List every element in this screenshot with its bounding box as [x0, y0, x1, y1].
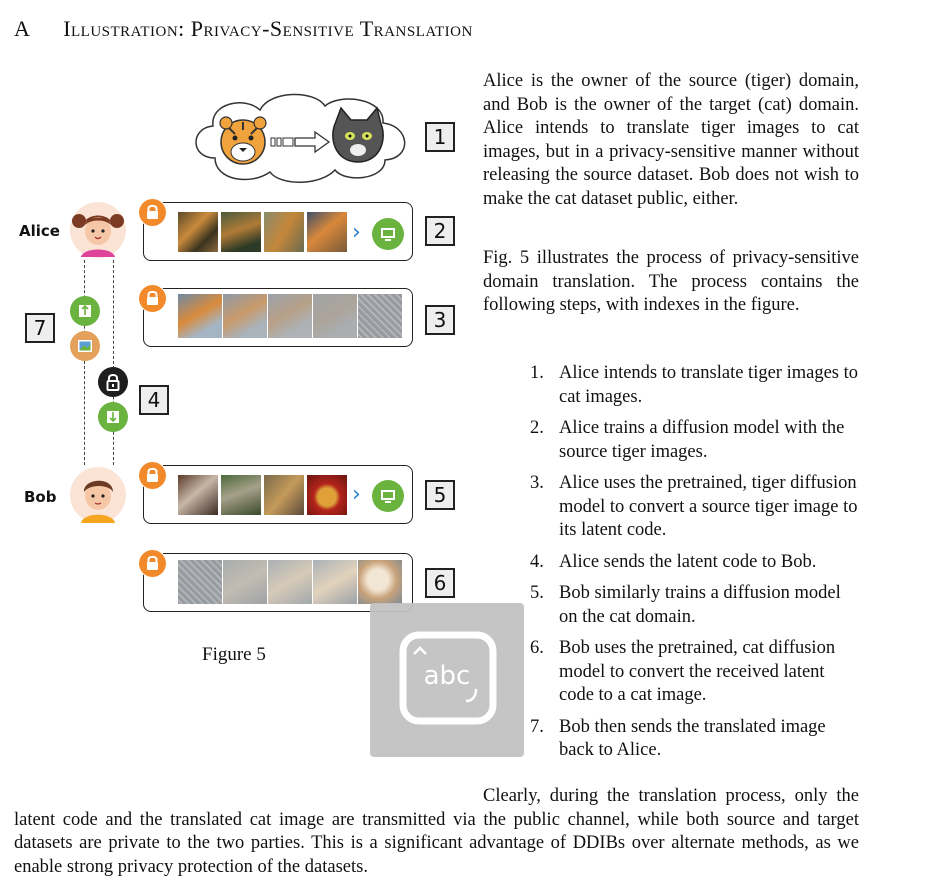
step-item: 6. Bob uses the pretrained, cat diffusion model to convert the received latent code to a cat image. — [530, 638, 836, 705]
abc-label: abc — [423, 661, 471, 691]
cat-decode-frame — [268, 560, 312, 604]
channel-line-right — [113, 260, 114, 465]
translated-cat-image — [358, 560, 402, 604]
thought-cloud — [185, 88, 420, 188]
alice-label: Alice — [19, 222, 60, 240]
lock-closed-icon — [98, 367, 128, 397]
cat-image — [221, 475, 261, 515]
alice-avatar — [69, 201, 127, 259]
upload-icon — [70, 296, 100, 326]
bob-avatar — [69, 466, 127, 524]
section-heading — [14, 16, 473, 42]
tiger-image — [264, 212, 304, 252]
intro-paragraph-2: Fig. 5 illustrates the process of privacy-sensitive domain translation. The process contains the following steps, with indexes in the figure. — [483, 248, 859, 315]
section-letter: A — [14, 16, 30, 41]
lock-icon — [139, 550, 166, 577]
keyboard-overlay[interactable] — [370, 603, 524, 757]
step-item: 3. Alice uses the pretrained, tiger diffusion model to convert a source tiger image to its latent code. — [530, 473, 858, 540]
step-item: 7. Bob then sends the translated image back to Alice. — [530, 716, 826, 760]
step-item: 2. Alice trains a diffusion model with the source tiger images. — [530, 418, 845, 462]
lock-icon — [139, 285, 166, 312]
cat-decode-frame — [223, 560, 267, 604]
image-icon — [70, 331, 100, 361]
tiger-encode-frame — [178, 294, 222, 338]
index-box-3: 3 — [425, 305, 455, 335]
intro-paragraph-1: Alice is the owner of the source (tiger) domain, and Bob is the owner of the target (cat) domain. Alice intends to translate tiger images to cat images, but in a privacy-sensitive manner without releasing the source dataset. Bob does not wish to make the cat dataset public, either. — [483, 71, 859, 209]
chevron-right-icon: › — [352, 220, 361, 245]
lock-icon — [139, 462, 166, 489]
steps-list — [530, 362, 860, 771]
index-box-2: 2 — [425, 216, 455, 246]
latent-noise-image — [358, 294, 402, 338]
figure-caption: Figure 5 — [202, 644, 266, 665]
chevron-right-icon: › — [352, 482, 361, 507]
section-title: Illustration: Privacy-Sensitive Translation — [63, 16, 473, 41]
tiger-image — [307, 212, 347, 252]
cat-image — [178, 475, 218, 515]
tiger-encode-frame — [268, 294, 312, 338]
step-item: 5. Bob similarly trains a diffusion model on the cat domain. — [530, 583, 841, 627]
index-box-6: 6 — [425, 568, 455, 598]
tiger-face-icon — [220, 117, 266, 164]
conclusion-paragraph: Clearly, during the translation process, only the latent code and the translated cat image are transmitted via the public channel, while both source and target datasets are private to the two parties. This is a significant advantage of DDIBs over alternate methods, as we enable strong privacy protection of the datasets. — [14, 786, 859, 877]
step-item: 1. Alice intends to translate tiger images to cat images. — [530, 363, 858, 407]
index-box-7: 7 — [25, 313, 55, 343]
download-icon — [98, 402, 128, 432]
cat-decode-frame — [313, 560, 357, 604]
cat-image — [264, 475, 304, 515]
bob-label: Bob — [24, 488, 57, 506]
index-box-1: 1 — [425, 122, 455, 152]
model-icon — [372, 218, 404, 250]
latent-noise-image — [178, 560, 222, 604]
index-box-4: 4 — [139, 385, 169, 415]
tiger-image — [221, 212, 261, 252]
model-icon — [372, 480, 404, 512]
tiger-image — [178, 212, 218, 252]
tiger-encode-frame — [223, 294, 267, 338]
channel-line-left — [84, 260, 85, 465]
index-box-5: 5 — [425, 480, 455, 510]
cat-image — [307, 475, 347, 515]
lock-icon — [139, 199, 166, 226]
step-item: 4. Alice sends the latent code to Bob. — [530, 551, 817, 572]
tiger-encode-frame — [313, 294, 357, 338]
